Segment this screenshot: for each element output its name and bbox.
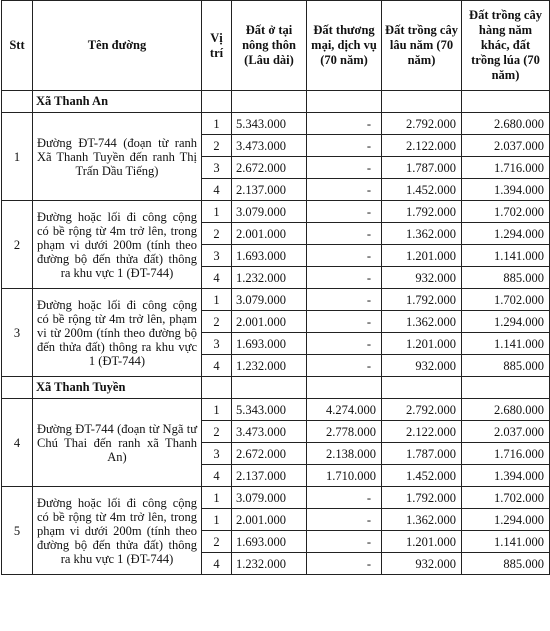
commercial-price-cell: - [307, 531, 382, 553]
commercial-price-cell: 4.274.000 [307, 399, 382, 421]
commercial-price-cell: - [307, 179, 382, 201]
commercial-price-cell: - [307, 333, 382, 355]
header-annual: Đất trồng cây hàng năm khác, đất trồng lúa (70 năm) [462, 1, 550, 91]
annual-price-cell: 1.294.000 [462, 509, 550, 531]
annual-price-cell: 1.141.000 [462, 333, 550, 355]
commercial-price-cell: 1.710.000 [307, 465, 382, 487]
position-cell: 1 [202, 113, 232, 135]
commercial-price-cell: 2.778.000 [307, 421, 382, 443]
rural-price-cell: 5.343.000 [232, 113, 307, 135]
section-empty [382, 377, 462, 399]
perennial-price-cell: 1.792.000 [382, 289, 462, 311]
commercial-price-cell: - [307, 509, 382, 531]
position-cell: 1 [202, 289, 232, 311]
perennial-price-cell: 1.792.000 [382, 201, 462, 223]
rural-price-cell: 3.079.000 [232, 289, 307, 311]
position-cell: 1 [202, 487, 232, 509]
section-empty [382, 91, 462, 113]
row-stt: 2 [2, 201, 33, 289]
rural-price-cell: 2.672.000 [232, 443, 307, 465]
rural-price-cell: 1.693.000 [232, 333, 307, 355]
perennial-price-cell: 2.792.000 [382, 113, 462, 135]
annual-price-cell: 1.702.000 [462, 201, 550, 223]
annual-price-cell: 1.716.000 [462, 157, 550, 179]
table-row [2, 113, 550, 135]
header-rural: Đất ở tại nông thôn (Lâu dài) [232, 1, 307, 91]
commercial-price-cell: - [307, 245, 382, 267]
commercial-price-cell: - [307, 267, 382, 289]
section-empty [462, 91, 550, 113]
perennial-price-cell: 1.452.000 [382, 179, 462, 201]
rural-price-cell: 2.672.000 [232, 157, 307, 179]
rural-price-cell: 2.137.000 [232, 179, 307, 201]
position-cell: 4 [202, 179, 232, 201]
header-position: Vị trí [202, 1, 232, 91]
perennial-price-cell: 1.201.000 [382, 531, 462, 553]
perennial-price-cell: 1.787.000 [382, 157, 462, 179]
position-cell: 2 [202, 223, 232, 245]
perennial-price-cell: 2.122.000 [382, 421, 462, 443]
header-perennial: Đất trồng cây lâu năm (70 năm) [382, 1, 462, 91]
section-empty [232, 377, 307, 399]
rural-price-cell: 3.473.000 [232, 421, 307, 443]
position-cell: 1 [202, 201, 232, 223]
rural-price-cell: 1.232.000 [232, 355, 307, 377]
position-cell: 3 [202, 443, 232, 465]
commercial-price-cell: - [307, 135, 382, 157]
rural-price-cell: 2.137.000 [232, 465, 307, 487]
rural-price-cell: 1.232.000 [232, 553, 307, 575]
row-stt: 4 [2, 399, 33, 487]
annual-price-cell: 1.141.000 [462, 531, 550, 553]
annual-price-cell: 2.680.000 [462, 113, 550, 135]
perennial-price-cell: 1.201.000 [382, 245, 462, 267]
annual-price-cell: 1.394.000 [462, 465, 550, 487]
position-cell: 3 [202, 245, 232, 267]
row-stt: 1 [2, 113, 33, 201]
position-cell: 2 [202, 135, 232, 157]
annual-price-cell: 1.141.000 [462, 245, 550, 267]
section-empty [307, 91, 382, 113]
section-name: Xã Thanh Tuyền [33, 377, 202, 399]
rural-price-cell: 1.232.000 [232, 267, 307, 289]
annual-price-cell: 1.294.000 [462, 311, 550, 333]
perennial-price-cell: 1.787.000 [382, 443, 462, 465]
perennial-price-cell: 932.000 [382, 267, 462, 289]
section-empty [202, 377, 232, 399]
rural-price-cell: 3.473.000 [232, 135, 307, 157]
rural-price-cell: 5.343.000 [232, 399, 307, 421]
header-row [2, 1, 550, 91]
position-cell: 4 [202, 553, 232, 575]
commercial-price-cell: - [307, 289, 382, 311]
section-empty [232, 91, 307, 113]
commercial-price-cell: - [307, 223, 382, 245]
annual-price-cell: 885.000 [462, 355, 550, 377]
perennial-price-cell: 1.201.000 [382, 333, 462, 355]
commercial-price-cell: - [307, 113, 382, 135]
section-stt [2, 91, 33, 113]
position-cell: 4 [202, 465, 232, 487]
rural-price-cell: 3.079.000 [232, 487, 307, 509]
commercial-price-cell: - [307, 487, 382, 509]
section-stt [2, 377, 33, 399]
annual-price-cell: 885.000 [462, 553, 550, 575]
section-row [2, 91, 550, 113]
table-row [2, 487, 550, 509]
position-cell: 2 [202, 311, 232, 333]
perennial-price-cell: 1.362.000 [382, 223, 462, 245]
perennial-price-cell: 2.122.000 [382, 135, 462, 157]
annual-price-cell: 2.037.000 [462, 135, 550, 157]
perennial-price-cell: 932.000 [382, 355, 462, 377]
section-empty [202, 91, 232, 113]
position-cell: 2 [202, 531, 232, 553]
rural-price-cell: 3.079.000 [232, 201, 307, 223]
perennial-price-cell: 932.000 [382, 553, 462, 575]
section-name: Xã Thanh An [33, 91, 202, 113]
table-row [2, 201, 550, 223]
section-empty [307, 377, 382, 399]
header-stt: Stt [2, 1, 33, 91]
land-price-table [1, 0, 550, 575]
position-cell: 1 [202, 399, 232, 421]
position-cell: 4 [202, 267, 232, 289]
commercial-price-cell: - [307, 157, 382, 179]
annual-price-cell: 885.000 [462, 267, 550, 289]
table-body [2, 91, 550, 575]
street-description: Đường hoặc lối đi công cộng có bề rộng từ 4m trở lên, phạm vi từ 200m (tính theo đường bộ đến thửa đất) thông ra khu vực 1 (ĐT-744) [33, 289, 202, 377]
street-description: Đường ĐT-744 (đoạn từ ranh Xã Thanh Tuyền đến ranh Thị Trấn Dầu Tiếng) [33, 113, 202, 201]
section-row [2, 377, 550, 399]
street-description: Đường hoặc lối đi công cộng có bề rộng từ 4m trở lên, trong phạm vi dưới 200m (tính theo đường bộ đến thửa đất) thông ra khu vực 1 (ĐT-744) [33, 487, 202, 575]
row-stt: 5 [2, 487, 33, 575]
perennial-price-cell: 1.452.000 [382, 465, 462, 487]
position-cell: 1 [202, 509, 232, 531]
perennial-price-cell: 2.792.000 [382, 399, 462, 421]
position-cell: 4 [202, 355, 232, 377]
rural-price-cell: 1.693.000 [232, 531, 307, 553]
annual-price-cell: 1.394.000 [462, 179, 550, 201]
perennial-price-cell: 1.362.000 [382, 509, 462, 531]
section-empty [462, 377, 550, 399]
perennial-price-cell: 1.792.000 [382, 487, 462, 509]
position-cell: 3 [202, 333, 232, 355]
commercial-price-cell: - [307, 201, 382, 223]
commercial-price-cell: - [307, 553, 382, 575]
street-description: Đường hoặc lối đi công cộng có bề rộng từ 4m trở lên, trong phạm vi dưới 200m (tính theo đường bộ đến thửa đất) thông ra khu vực 1 (ĐT-744) [33, 201, 202, 289]
header-street: Tên đường [33, 1, 202, 91]
table-row [2, 399, 550, 421]
table-row [2, 289, 550, 311]
annual-price-cell: 1.702.000 [462, 487, 550, 509]
annual-price-cell: 1.294.000 [462, 223, 550, 245]
perennial-price-cell: 1.362.000 [382, 311, 462, 333]
row-stt: 3 [2, 289, 33, 377]
commercial-price-cell: - [307, 311, 382, 333]
annual-price-cell: 1.716.000 [462, 443, 550, 465]
street-description: Đường ĐT-744 (đoạn từ Ngã tư Chú Thai đến ranh xã Thanh An) [33, 399, 202, 487]
rural-price-cell: 2.001.000 [232, 223, 307, 245]
commercial-price-cell: - [307, 355, 382, 377]
annual-price-cell: 2.680.000 [462, 399, 550, 421]
commercial-price-cell: 2.138.000 [307, 443, 382, 465]
rural-price-cell: 2.001.000 [232, 311, 307, 333]
position-cell: 2 [202, 421, 232, 443]
rural-price-cell: 1.693.000 [232, 245, 307, 267]
header-commercial: Đất thương mại, dịch vụ (70 năm) [307, 1, 382, 91]
annual-price-cell: 2.037.000 [462, 421, 550, 443]
annual-price-cell: 1.702.000 [462, 289, 550, 311]
position-cell: 3 [202, 157, 232, 179]
rural-price-cell: 2.001.000 [232, 509, 307, 531]
